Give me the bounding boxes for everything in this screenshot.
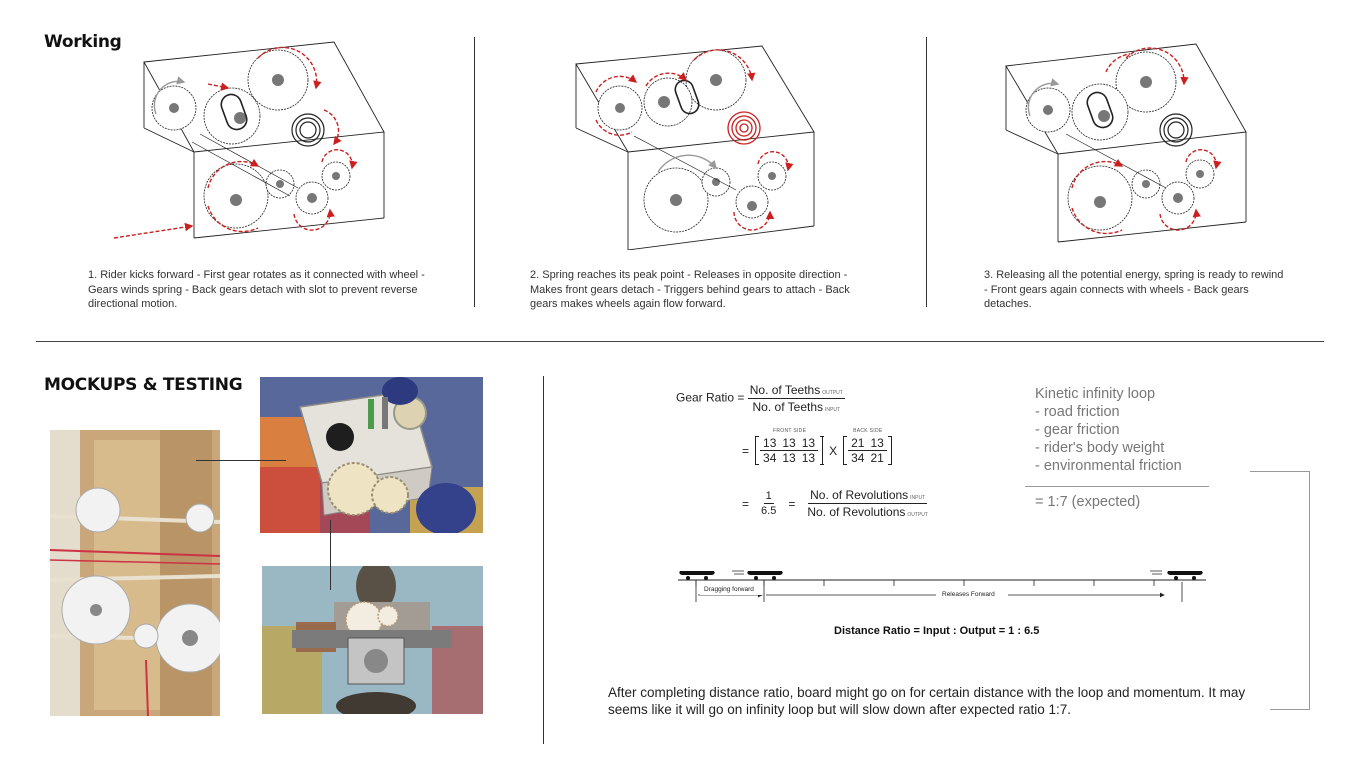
revolutions-input-label: No. of Revolutions (810, 488, 909, 502)
releases-forward-label: Releases Forward (942, 591, 995, 598)
bracket-side (1309, 471, 1310, 710)
connector-line-2 (330, 520, 331, 590)
matrix-formula (742, 428, 892, 465)
section-divider (36, 341, 1324, 342)
equals-sign-3: = (742, 496, 750, 511)
infinity-loop-title: Kinetic infinity loop (1035, 386, 1156, 402)
step-2-caption: 2. Spring reaches its peak point - Releases in opposite direction - Makes front gears detach - Triggers behind gears to attach - Back gears makes wheels again flow forward. (530, 269, 850, 310)
expected-ratio: = 1:7 (expected) (1035, 494, 1141, 510)
matrix-cell: 34 (763, 451, 777, 465)
mechanism-diagram-2 (566, 40, 856, 250)
matrix-cell: 13 (799, 436, 818, 451)
equals-sign: = (737, 390, 745, 405)
distance-diagram (674, 562, 1214, 615)
back-side-matrix (843, 428, 892, 465)
divider-1 (474, 37, 475, 307)
matrix-cell: 13 (782, 451, 796, 465)
rev-input-subscript: INPUT (910, 495, 926, 501)
mechanism-diagram-3 (1000, 38, 1260, 248)
friction-item: - rider's body weight (1035, 440, 1165, 456)
friction-item: - gear friction (1035, 422, 1120, 438)
bracket-top (1250, 471, 1310, 472)
result-denominator: 6.5 (761, 505, 777, 517)
front-side-matrix (755, 428, 823, 465)
bottom-note: After completing distance ratio, board might go on for certain distance with the loop and momentum. It may seems like it will go on infinity loop but will slow down after expected ratio 1:7. (608, 685, 1246, 717)
matrix-cell: 13 (760, 436, 779, 451)
revolutions-output-label: No. of Revolutions (807, 505, 906, 519)
mechanism-diagram-1 (108, 38, 398, 248)
mockups-heading: MOCKUPS & TESTING (44, 375, 243, 395)
revolution-formula (742, 488, 930, 519)
teeth-input-label: No. of Teeths (752, 400, 824, 414)
gearbox-mockup-photo (260, 377, 483, 533)
divider-2 (926, 37, 927, 307)
output-subscript: OUTPUT (822, 390, 843, 396)
infinity-loop-notes (1035, 385, 1182, 475)
infinity-underline (1025, 486, 1209, 487)
cardboard-mockup-photo (50, 430, 220, 716)
skateboard-underside-photo (262, 566, 483, 714)
back-side-label: BACK SIDE (853, 428, 883, 434)
matrix-cell: 21 (870, 451, 884, 465)
matrix-cell: 13 (867, 436, 886, 451)
working-heading: Working (44, 32, 122, 52)
front-side-label: FRONT SIDE (773, 428, 807, 434)
equals-sign-2: = (742, 443, 750, 458)
equals-sign-4: = (788, 496, 796, 511)
step-3-caption: 3. Releasing all the potential energy, spring is ready to rewind - Front gears again connects with wheels - Back gears detaches. (984, 269, 1284, 310)
step-1-caption: 1. Rider kicks forward - First gear rotates as it connected with wheel - Gears winds spring - Back gears detach with slot to prevent reverse directional motion. (88, 269, 425, 310)
friction-item: - road friction (1035, 404, 1120, 420)
dragging-forward-label: Dragging forward (704, 586, 754, 593)
friction-item: - environmental friction (1035, 458, 1182, 474)
multiply-sign: X (829, 443, 838, 458)
matrix-cell: 13 (801, 451, 816, 465)
gear-ratio-formula (676, 383, 845, 414)
matrix-cell: 34 (851, 451, 865, 465)
connector-line-1 (196, 460, 286, 461)
gear-ratio-label: Gear Ratio (676, 390, 735, 405)
distance-ratio-text: Distance Ratio = Input : Output = 1 : 6.5 (834, 625, 1040, 637)
matrix-cell: 13 (779, 436, 798, 451)
teeth-output-label: No. of Teeths (749, 383, 821, 397)
input-subscript: INPUT (825, 407, 841, 413)
divider-3 (543, 376, 544, 744)
rev-output-subscript: OUTPUT (907, 512, 928, 518)
result-numerator: 1 (765, 490, 772, 502)
matrix-cell: 21 (848, 436, 867, 451)
